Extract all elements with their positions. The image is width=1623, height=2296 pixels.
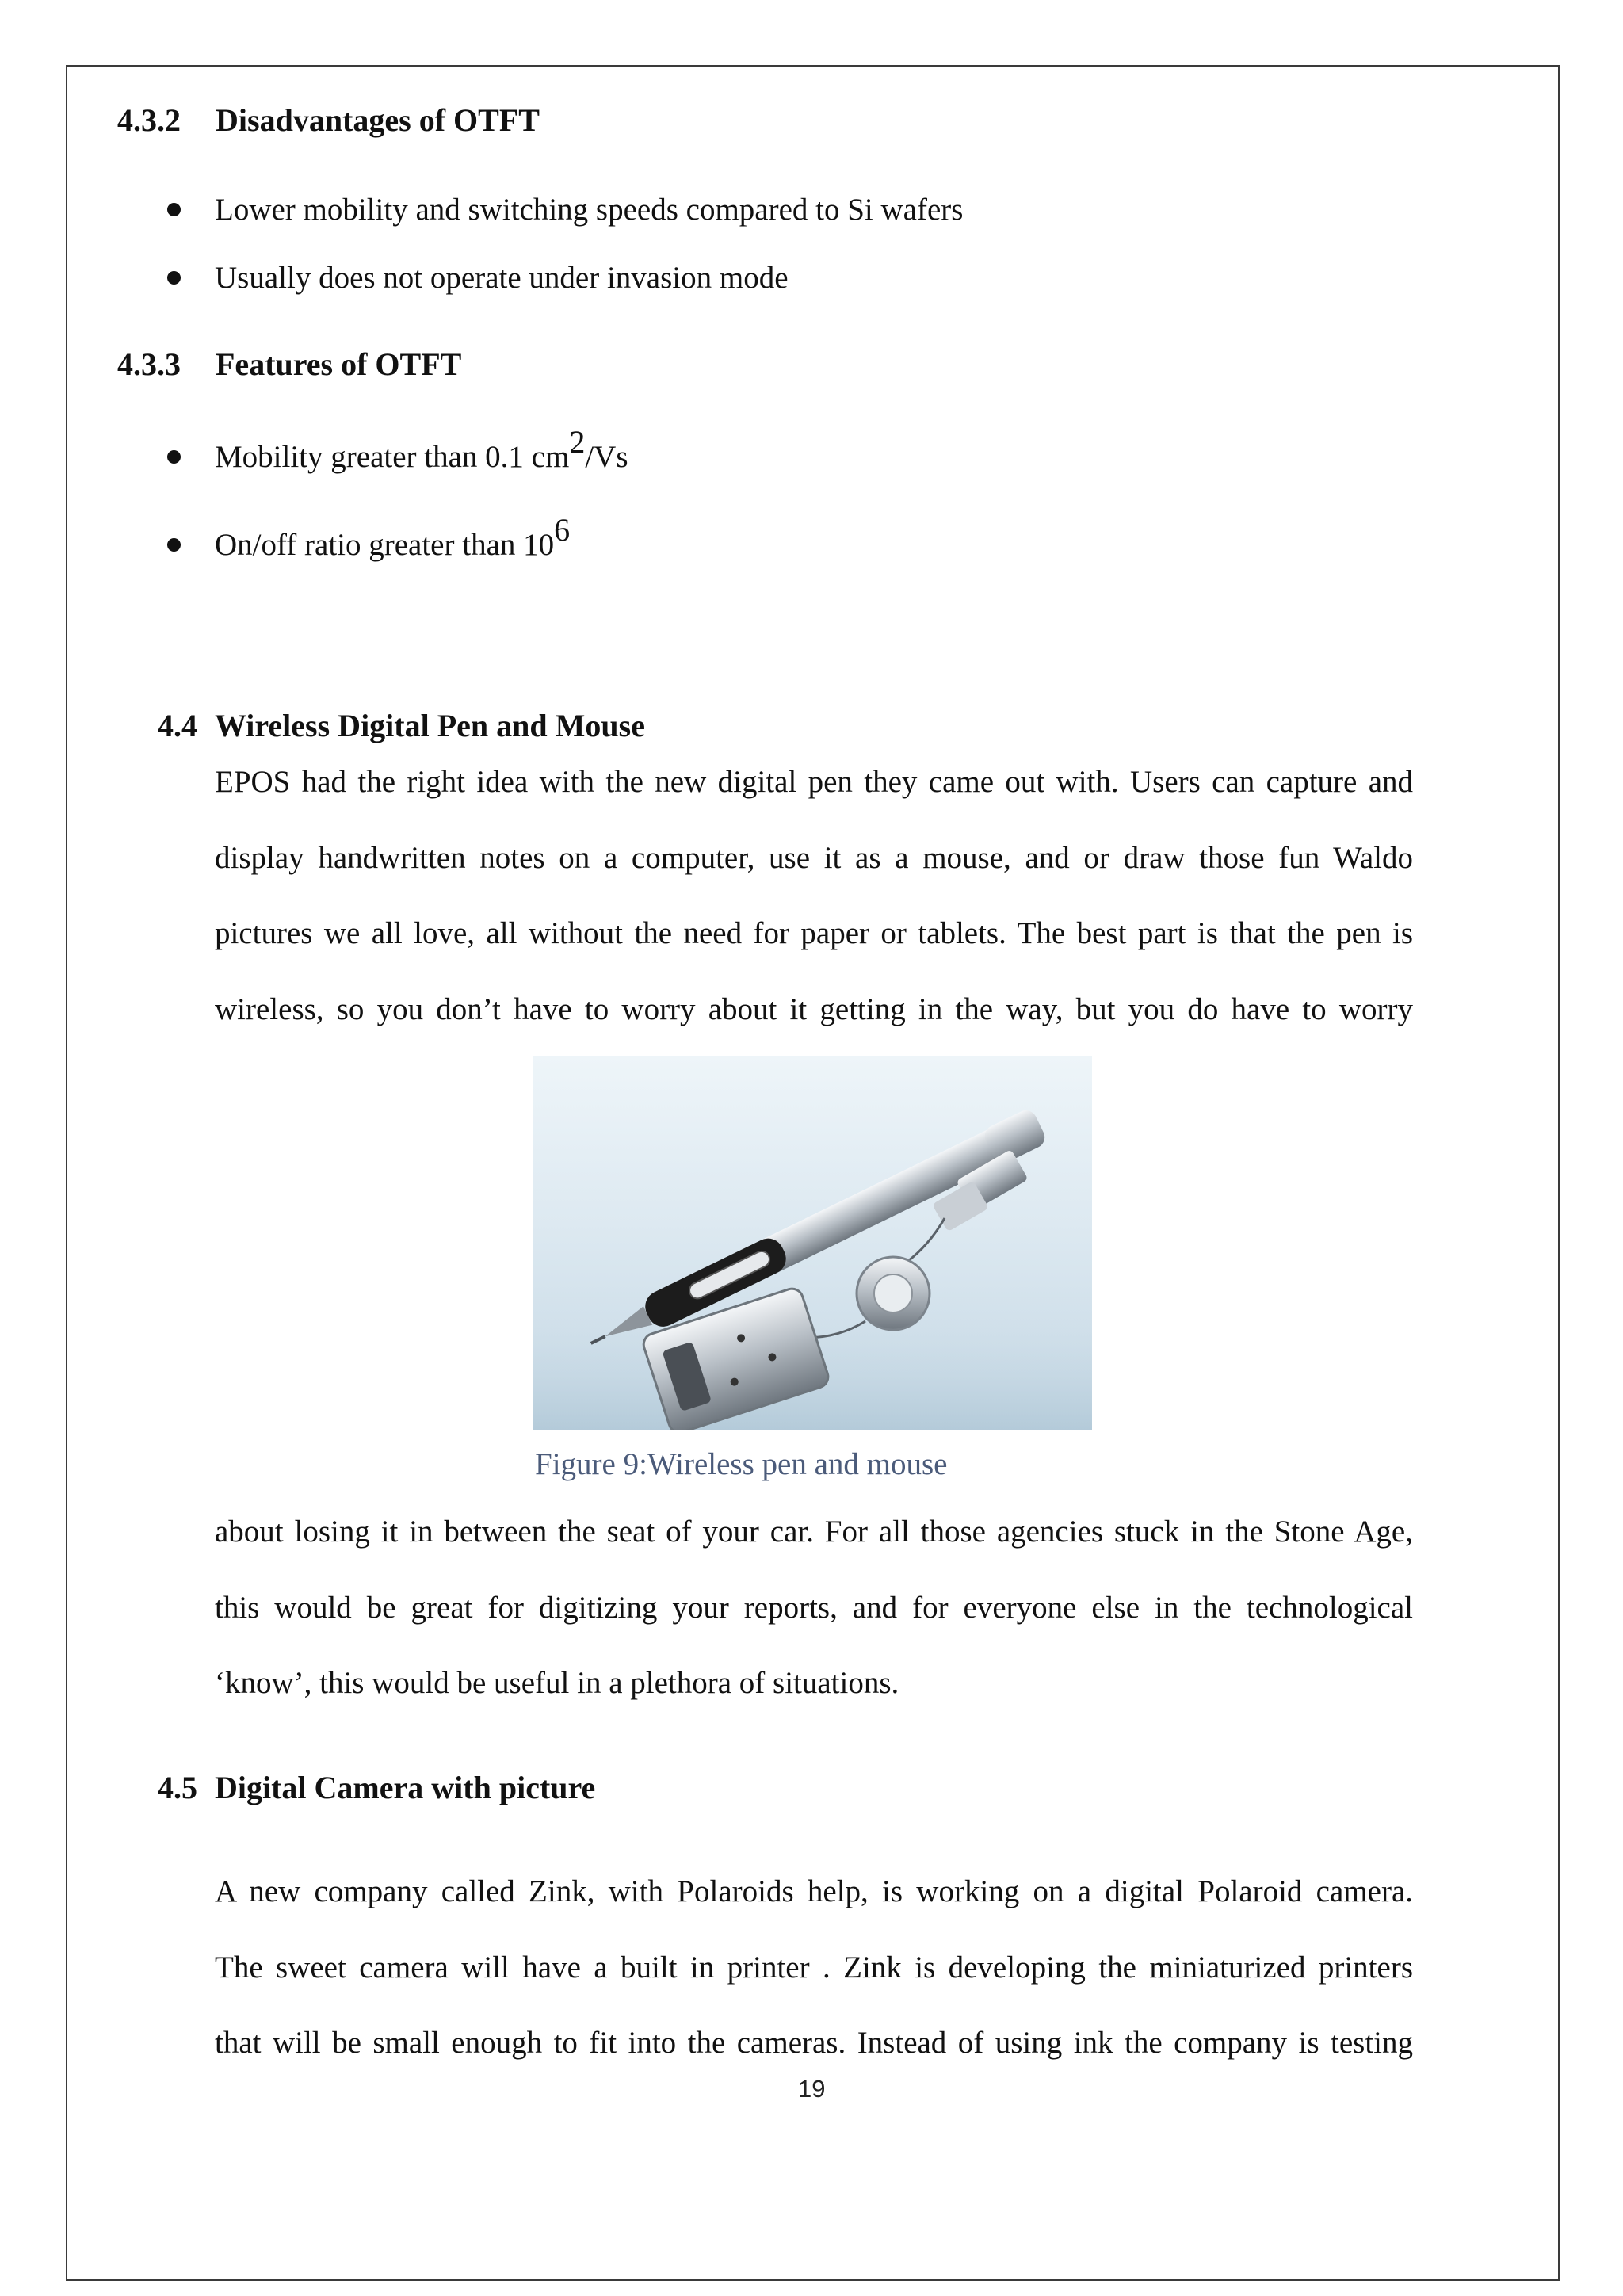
body-paragraph: about losing it in between the seat of your car. For all those agencies stuck in the Stone Age, this would be great for digitizing your reports, and for everyone else in the technological ‘know’, this would be useful in a plethora of situations. [215, 1515, 1413, 1700]
bullet-item: On/off ratio greater than $10^6$ [215, 529, 570, 560]
section-number: 4.3.3 [117, 346, 181, 382]
bullet-item: Mobility greater than 0.1 $cm^2/Vs$ [215, 441, 628, 472]
figure-caption: Figure 9:Wireless pen and mouse [535, 1447, 948, 1481]
bullet-icon [167, 538, 181, 552]
section-heading-4-3-3 [117, 346, 462, 382]
bullet-icon [167, 271, 181, 285]
bullet-icon [167, 450, 181, 464]
bullet-icon [167, 203, 181, 216]
section-heading-4-5 [158, 1772, 595, 1804]
wireless-pen-figure [533, 1056, 1092, 1430]
bullet-item: Lower mobility and switching speeds compared to Si wafers [215, 194, 963, 225]
section-heading-4-3-2 [117, 102, 540, 138]
section-number: 4.5 [158, 1770, 197, 1805]
body-paragraph: EPOS had the right idea with the new digital pen they came out with. Users can capture and display handwritten notes on a computer, use it as a mouse, and or draw those fun Waldo pictures we all love, all without the need for paper or tablets. The best part is that the pen is wireless, so you don’t have to worry about it getting in the way, but you do have to worry [215, 765, 1413, 1026]
section-number: 4.4 [158, 708, 197, 743]
pen-and-mouse-illustration [533, 1056, 1092, 1430]
section-title: Disadvantages of OTFT [216, 102, 540, 138]
section-heading-4-4 [158, 710, 645, 742]
section-title: Features of OTFT [216, 346, 462, 382]
bullet-item: Usually does not operate under invasion mode [215, 262, 789, 293]
body-paragraph: A new company called Zink, with Polaroids help, is working on a digital Polaroid camera. The sweet camera will have a built in printer . Zink is developing the miniaturized printers that will be small enough to fit into the cameras. Instead of using ink the company is testing [215, 1874, 1413, 2060]
section-number: 4.3.2 [117, 102, 181, 138]
section-title: Digital Camera with picture [215, 1770, 596, 1805]
page-number: 19 [798, 2075, 826, 2103]
section-title: Wireless Digital Pen and Mouse [215, 708, 645, 743]
